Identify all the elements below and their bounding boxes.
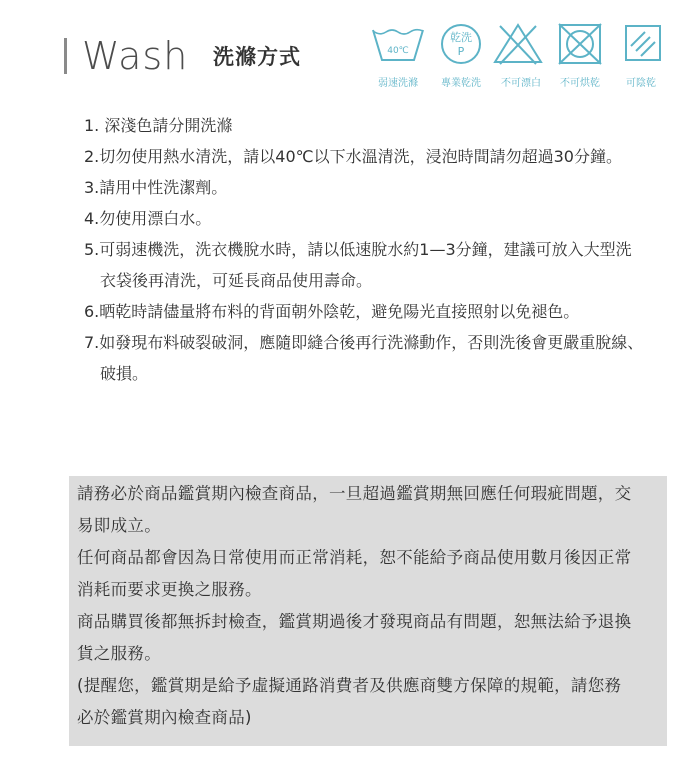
instruction-item: 6.晒乾時請儘量將布料的背面朝外陰乾，避免陽光直接照射以免褪色。	[84, 302, 580, 321]
no-tumble-dry-icon	[557, 22, 603, 70]
instruction-item: 1. 深淺色請分開洗滌	[84, 116, 233, 135]
dry-clean-p-icon	[439, 22, 483, 70]
notice-paragraph: 商品購買後都無拆封檢查，鑑賞期過後才發現商品有問題，恕無法給予退換貨之服務。	[77, 612, 632, 663]
care-label-line-dry: 可陰乾	[626, 78, 656, 89]
line-dry-shade-icon	[623, 22, 663, 70]
page-subtitle: 洗滌方式	[213, 45, 301, 69]
wash-temp-label: 40℃	[387, 46, 409, 56]
care-label-dry-clean: 專業乾洗	[441, 78, 481, 89]
care-label-no-tumble-dry: 不可烘乾	[560, 78, 600, 89]
instruction-item: 2.切勿使用熱水清洗，請以40℃以下水溫清洗，浸泡時間請勿超過30分鐘。	[84, 147, 622, 166]
washtub-40-icon	[370, 22, 426, 70]
notice-paragraph: 請務必於商品鑑賞期內檢查商品，一旦超過鑑賞期無回應任何瑕疵問題，交易即成立。	[77, 484, 632, 535]
instruction-item: 5.可弱速機洗，洗衣機脫水時，請以低速脫水約1—3分鐘，建議可放入大型洗衣袋後再清洗，可延長商品使用壽命。	[84, 240, 632, 290]
instruction-item: 4.勿使用漂白水。	[84, 209, 212, 228]
notice-paragraph: (提醒您，鑑賞期是給予虛擬通路消費者及供應商雙方保障的規範，請您務必於鑑賞期內檢查商品)	[77, 676, 622, 727]
no-bleach-icon	[492, 22, 544, 70]
title-divider	[64, 38, 67, 74]
dry-clean-letter: P	[457, 45, 465, 58]
dry-clean-top-text: 乾洗	[450, 31, 472, 44]
notice-box	[69, 476, 667, 746]
instruction-item: 7.如發現布料破裂破洞，應隨即縫合後再行洗滌動作，否則洗後會更嚴重脫線、破損。	[84, 333, 644, 383]
page-title: Wash	[82, 34, 189, 78]
instruction-item: 3.請用中性洗潔劑。	[84, 178, 228, 197]
care-label-no-bleach: 不可漂白	[501, 78, 541, 89]
wash-instructions-list	[84, 110, 644, 389]
care-label-wash: 弱速洗滌	[378, 78, 418, 89]
notice-paragraph: 任何商品都會因為日常使用而正常消耗，恕不能給予商品使用數月後因正常消耗而要求更換之服務。	[77, 548, 632, 599]
